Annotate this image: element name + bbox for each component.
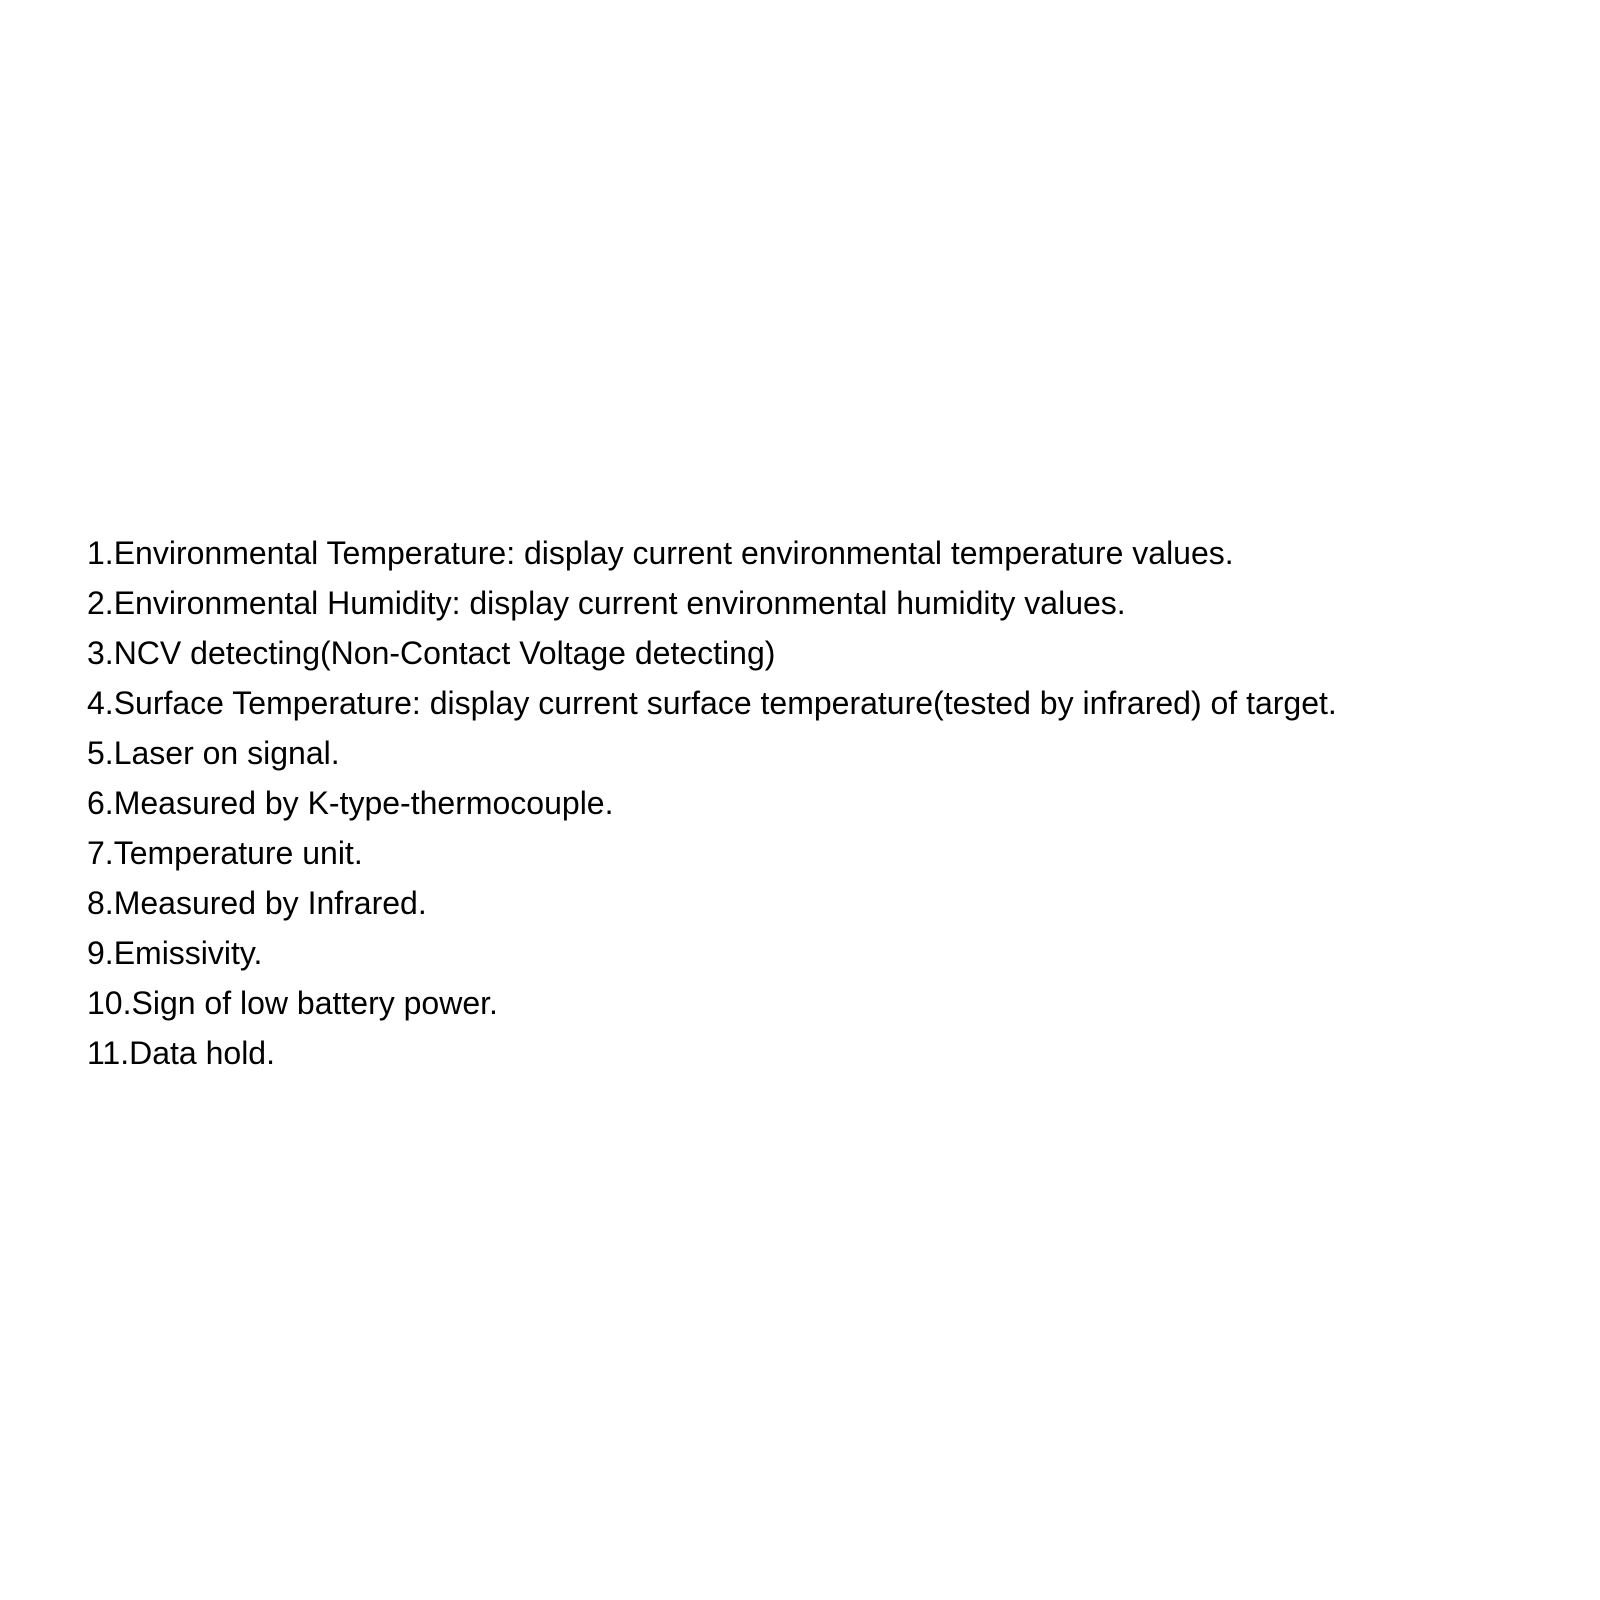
list-item: 2.Environmental Humidity: display current environmental humidity values.: [87, 585, 1126, 621]
list-item: 10.Sign of low battery power.: [87, 985, 498, 1021]
list-item: 7.Temperature unit.: [87, 835, 363, 871]
list-item: 4.Surface Temperature: display current surface temperature(tested by infrared) of target.: [87, 685, 1337, 721]
list-item: 8.Measured by Infrared.: [87, 885, 427, 921]
list-item: 9.Emissivity.: [87, 935, 263, 971]
list-item: 1.Environmental Temperature: display current environmental temperature values.: [87, 535, 1234, 571]
list-item: 3.NCV detecting(Non-Contact Voltage detecting): [87, 635, 776, 671]
legend-list: [87, 534, 1567, 1084]
list-item: 11.Data hold.: [87, 1035, 275, 1071]
list-item: 6.Measured by K-type-thermocouple.: [87, 785, 614, 821]
list-item: 5.Laser on signal.: [87, 735, 340, 771]
